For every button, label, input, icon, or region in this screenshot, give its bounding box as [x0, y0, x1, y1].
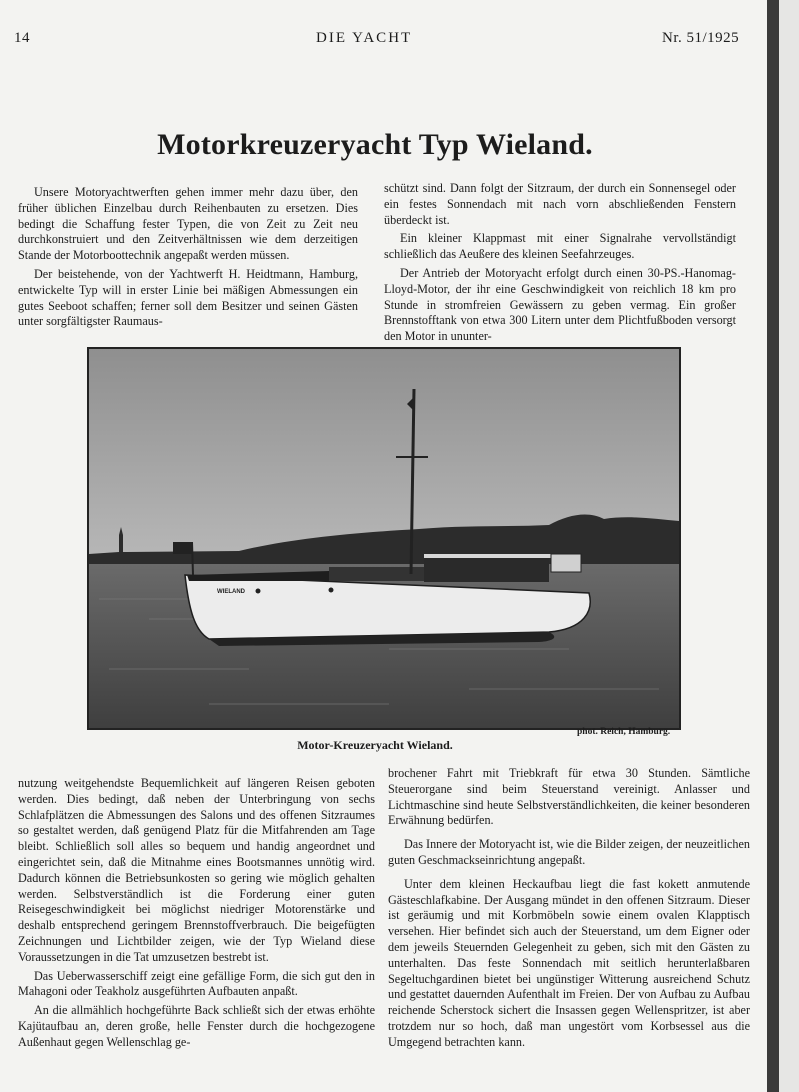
page-number: 14: [14, 30, 30, 46]
paragraph: An die allmählich hochgeführte Back schließt sich der etwas erhöhte Kajütaufbau an, deren große, helle Fenster durch die hochgezogene Außenhaut gegen Wellenschlag ge-: [18, 1003, 375, 1049]
paragraph: Der beistehende, von der Yachtwerft H. Heidtmann, Hamburg, entwickelte Typ will in erster Linie bei mäßigen Abmessungen ein gutes Seeboot schaffen; ferner soll dem Besitzer und seinen Gästen unter sorgfältigster Raumaus-: [18, 266, 358, 329]
paragraph: Der Antrieb der Motoryacht erfolgt durch einen 30-PS.-Hanomag-Lloyd-Motor, der ihr eine Geschwindigkeit von reichlich 18 km pro Stunde in stromfreien Gewässern zu geben vermag. Ein großer Brennstofftank von etwa 300 Litern unter dem Plichtfußboden versorgt den Motor in ununter-: [384, 265, 736, 344]
paragraph: nutzung weitgehendste Bequemlichkeit auf längeren Reisen geboten werden. Dies bedingt, daß neben der Unterbringung von sechs Schlafplätzen die Abmessungen des Salons und des offenen Sitzraumes so gestaltet werden, daß genügend Platz für die Mitfahrenden am Tage bleibt. Schließlich soll alles so bequem und handig angeordnet und eingerichtet sein, daß die Mitnahme eines Bootsmannes unnötig wird. Dadurch können die Betriebsunkosten so gering wie möglich gehalten werden. Selbstverständlich ist die Forderung einer guten Reisegeschwindigkeit bei möglichst niedriger Motorenstärke und deshalb entsprechend geringem Brennstoffverbrauch. Die beigefügten Zeichnungen und Lichtbilder zeigen, wie der Typ Wieland diese Voraussetzungen in die Tat umzusetzen bestrebt ist.: [18, 776, 375, 964]
hull-name: WIELAND: [217, 589, 245, 595]
text-column-3: [18, 776, 375, 1054]
paragraph: Das Innere der Motoryacht ist, wie die Bilder zeigen, der neuzeitlichen guten Geschmackseinrichtung angepaßt.: [388, 837, 750, 867]
paragraph: Unsere Motoryachtwerften gehen immer mehr dazu über, den früher üblichen Einzelbau durch Reihenbauten zu ersetzen. Dies bedingt die Schaffung fester Typen, die von Zeit zu Zeit neu durchkonstruiert und den Zeitverhältnissen wie dem derzeitigen Stande der Motorboottechnik angepaßt werden müssen.: [18, 185, 358, 263]
paragraph: schützt sind. Dann folgt der Sitzraum, der durch ein Sonnensegel oder ein festes Sonnendach mit nach vorn abschließenden Fenstern überdeckt ist.: [384, 181, 736, 227]
paragraph: Unter dem kleinen Heckaufbau liegt die fast kokett anmutende Gästeschlafkabine. Der Ausgang mündet in den offenen Sitzraum. Dieser ist geräumig und mit Korbmöbeln sowie einem ovalen Klapptisch versehen. Hier befindet sich auch der Steuerstand, um dem Eigner oder dem jeweils Steuernden Gelegenheit zu geben, sich mit den Gästen zu unterhalten. Das feste Sonnendach mit seitlich herunterlaßbaren Segeltuchgardinen bietet bei ungünstiger Witterung ausreichend Schutz und gestattet dauernden Aufenthalt im Freien. Der von Aufbau zu Aufbau reichende Scherstock sichert die Insassen gegen Wellenspritzer, ist aber trotzdem nur so hoch, daß man ungestört vom Korbsessel aus die Umgegend betrachten kann.: [388, 876, 750, 1049]
page-edge: [779, 0, 799, 1092]
paragraph: brochener Fahrt mit Triebkraft für etwa 30 Stunden. Sämtliche Steuerorgane sind beim Steuerstand vereinigt. Anlasser und Lichtmaschine sind heute Selbstverständlichkeiten, die keiner besonderen Erwähnung bedürfen.: [388, 766, 750, 828]
page-spine: [767, 0, 779, 1092]
magazine-title: DIE YACHT: [316, 30, 413, 46]
text-column-1: [18, 185, 358, 333]
text-column-4: [388, 766, 750, 1059]
yacht-photo-image: [89, 349, 679, 728]
photo-caption: Motor-Kreuzeryacht Wieland.: [297, 738, 453, 752]
text-column-2: [384, 181, 736, 348]
paragraph: Ein kleiner Klappmast mit einer Signalrahe vervollständigt schließlich das Aeußere des kleinen Seefahrzeuges.: [384, 231, 736, 262]
photo-credit: phot. Reich, Hamburg.: [577, 727, 671, 737]
issue-number: Nr. 51/1925: [662, 30, 740, 46]
paragraph: Das Ueberwasserschiff zeigt eine gefällige Form, die sich gut den in Mahagoni oder Teakholz ausgeführten Aufbauten anpaßt.: [18, 968, 375, 999]
yacht-photo: [87, 347, 681, 730]
article-title: Motorkreuzeryacht Typ Wieland.: [157, 128, 593, 161]
